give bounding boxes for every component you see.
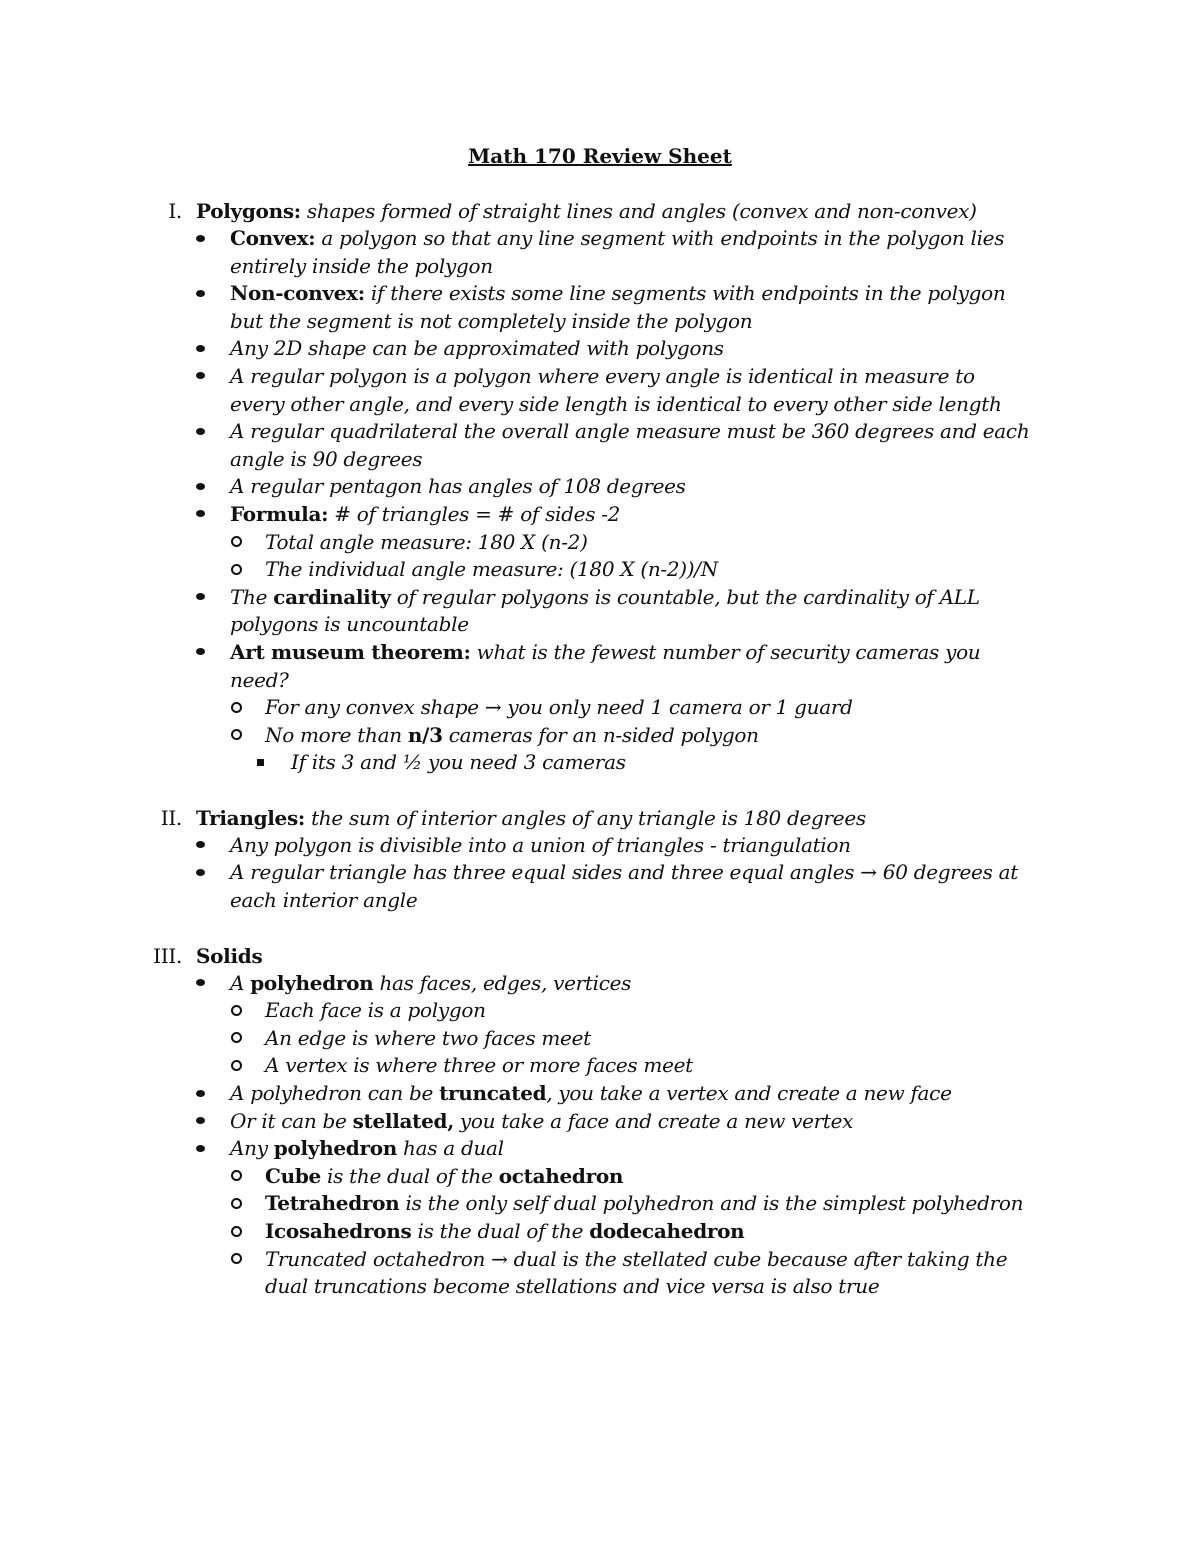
section-triangles-heading — [0, 804, 1056, 832]
hollow-bullet-icon — [231, 1218, 242, 1246]
list-item — [0, 1135, 1030, 1163]
item-text: Any polygon is divisible into a union of triangles - triangulation — [230, 832, 851, 857]
item-text: A regular polygon is a polygon where every angle is identical in measure to every other angle, and every side length is identical to every other side length — [230, 363, 1002, 416]
term: cardinality — [273, 584, 391, 609]
item-text: A polyhedron can be — [230, 1081, 440, 1106]
term: stellated, — [352, 1108, 454, 1133]
bullet-icon — [196, 584, 205, 612]
section-solids-heading — [0, 942, 1056, 970]
term: Icosahedrons — [265, 1219, 412, 1243]
item-text: has a dual — [397, 1136, 504, 1161]
sub-list-item — [0, 1218, 1030, 1246]
term: Tetrahedron — [265, 1191, 400, 1216]
item-text: a polygon so that any line segment with endpoints in the polygon lies entirely inside the polygon — [230, 226, 1005, 278]
sub-list-item — [0, 694, 1030, 722]
document-body — [0, 197, 1200, 1301]
term: octahedron — [498, 1163, 624, 1188]
item-text: The individual angle measure: (180 X (n-2))/N — [265, 557, 718, 582]
term: polyhedron — [273, 1136, 397, 1161]
bullet-icon — [196, 363, 205, 391]
item-text: A vertex is where three or more faces meet — [265, 1053, 693, 1078]
section-numeral: III. — [153, 943, 182, 968]
item-text: Total angle measure: 180 X (n-2) — [265, 529, 588, 554]
item-text: A regular quadrilateral the overall angle measure must be 360 degrees and each angle is 90 degrees — [230, 419, 1030, 471]
sub-list-item — [0, 997, 1030, 1025]
bullet-icon — [196, 473, 205, 501]
term: Polygons: — [196, 199, 301, 223]
hollow-bullet-icon — [231, 997, 242, 1025]
hollow-bullet-icon — [231, 1190, 242, 1218]
bullet-icon — [196, 280, 205, 308]
bullet-icon — [196, 859, 205, 887]
item-text: cameras for an n-sided polygon — [442, 722, 759, 747]
list-item — [0, 418, 1030, 473]
item-text: # of triangles = # of sides -2 — [328, 501, 621, 526]
bullet-icon — [196, 1080, 205, 1108]
item-text: has faces, edges, vertices — [373, 970, 632, 995]
bullet-icon — [196, 970, 205, 998]
list-item — [0, 639, 1030, 694]
sub-list-item — [0, 1163, 1030, 1191]
square-bullet-icon — [257, 749, 264, 777]
list-item — [0, 584, 1030, 639]
list-item — [0, 335, 1030, 363]
list-item — [0, 363, 1030, 418]
item-text: Or it can be — [230, 1108, 353, 1133]
item-text: is the dual of the — [411, 1219, 590, 1243]
term: Cube — [265, 1163, 321, 1188]
list-item — [0, 501, 1030, 529]
item-text: of regular polygons is countable, but the cardinality of ALL polygons is uncountable — [230, 584, 980, 637]
item-text: No more than — [265, 722, 408, 747]
term: Formula: — [230, 501, 329, 526]
item-text: what is the fewest number of security cameras you need? — [230, 639, 981, 692]
sub-list-item — [0, 722, 1030, 750]
item-text: For any convex shape → you only need 1 camera or 1 guard — [265, 695, 853, 720]
bullet-icon — [196, 501, 205, 529]
item-text: , you take a vertex and create a new face — [546, 1081, 952, 1106]
hollow-bullet-icon — [231, 1052, 242, 1080]
item-text: The — [230, 584, 274, 609]
item-text: Each face is a polygon — [265, 998, 486, 1023]
bullet-icon — [196, 225, 205, 253]
item-text: If its 3 and ½ you need 3 cameras — [291, 750, 626, 775]
item-text: Truncated octahedron → dual is the stellated cube because after taking the dual truncations become stellations and vice versa is also true — [265, 1246, 1008, 1299]
term: Non-convex: — [230, 281, 365, 306]
item-text: Any 2D shape can be approximated with polygons — [230, 336, 724, 361]
term: Art museum theorem: — [230, 639, 471, 664]
term: dodecahedron — [589, 1219, 745, 1243]
definition: shapes formed of straight lines and angles (convex and non-convex) — [300, 199, 977, 223]
sub-list-item — [0, 529, 1030, 557]
list-item — [0, 1108, 1030, 1136]
item-text: A regular triangle has three equal sides and three equal angles → 60 degrees at each interior angle — [230, 860, 1018, 913]
item-text: An edge is where two faces meet — [265, 1025, 591, 1050]
sub-list-item — [0, 1190, 1030, 1218]
hollow-bullet-icon — [231, 529, 242, 557]
list-item — [0, 970, 1030, 998]
item-text: you take a face and create a new vertex — [453, 1108, 854, 1133]
term: Convex: — [230, 226, 316, 250]
list-item — [0, 280, 1030, 335]
item-text: is the only self dual polyhedron and is the simplest polyhedron — [399, 1191, 1024, 1216]
hollow-bullet-icon — [231, 722, 242, 750]
sub-list-item — [0, 556, 1030, 584]
section-polygons-heading — [0, 197, 1056, 225]
page-title: Math 170 Review Sheet — [468, 144, 732, 168]
bullet-icon — [196, 335, 205, 363]
section-numeral: I. — [168, 199, 182, 223]
hollow-bullet-icon — [231, 1025, 242, 1053]
item-text: is the dual of the — [320, 1163, 499, 1188]
hollow-bullet-icon — [231, 1163, 242, 1191]
bullet-icon — [196, 639, 205, 667]
definition: the sum of interior angles of any triangle is 180 degrees — [305, 805, 866, 830]
hollow-bullet-icon — [231, 694, 242, 722]
hollow-bullet-icon — [231, 556, 242, 584]
section-numeral: II. — [160, 805, 182, 830]
term: Triangles: — [196, 805, 306, 830]
item-text: A — [230, 970, 251, 995]
item-text: A regular pentagon has angles of 108 degrees — [230, 474, 686, 499]
list-item — [0, 859, 1030, 914]
bullet-icon — [196, 418, 205, 446]
hollow-bullet-icon — [231, 1246, 242, 1274]
term: n/3 — [407, 722, 443, 747]
sub-sub-list-item — [0, 749, 1031, 777]
bullet-icon — [196, 1135, 205, 1163]
list-item — [0, 473, 1030, 501]
list-item — [0, 1080, 1030, 1108]
sub-list-item — [0, 1025, 1030, 1053]
term: polyhedron — [250, 970, 374, 995]
term: truncated — [439, 1081, 547, 1106]
list-item — [0, 832, 1030, 860]
list-item — [0, 225, 1030, 280]
item-text: Any — [230, 1136, 274, 1161]
sub-list-item — [0, 1246, 1030, 1301]
item-text: if there exists some line segments with endpoints in the polygon but the segment is not completely inside the polygon — [230, 281, 1006, 333]
bullet-icon — [196, 832, 205, 860]
sub-list-item — [0, 1052, 1030, 1080]
bullet-icon — [196, 1108, 205, 1136]
term: Solids — [196, 943, 263, 968]
